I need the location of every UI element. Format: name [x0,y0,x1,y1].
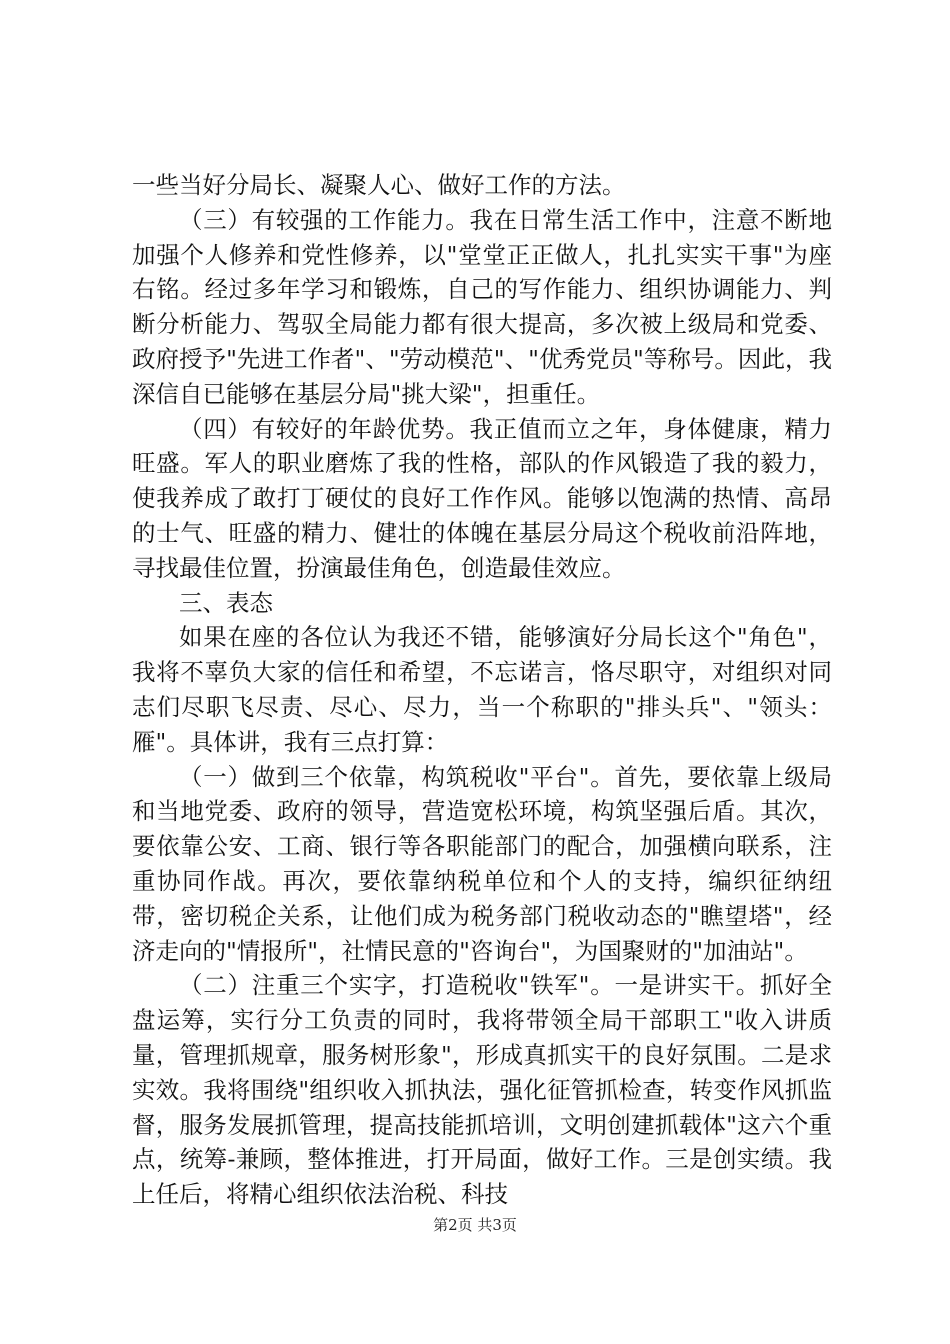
section-heading-statement: 三、表态 [179,588,273,617]
paragraph-work-ability: （三）有较强的工作能力。我在日常生活工作中，注意不断地加强个人修养和党性修养，以"堂堂正正做人，扎扎实实干事"为座右铭。经过多年学习和锻炼，自己的写作能力、组织协调能力、判断分析能力、驾驭全局能力都有很大提高，多次被上级局和党委、政府授予"先进工作者"、"劳动模范"、"优秀党员"等称号。因此，我深信自已能够在基层分局"挑大梁"，担重任。 [132,205,832,408]
paragraph-continuation: 一些当好分局长、凝聚人心、做好工作的方法。 [132,171,626,199]
page-footer: 第2页 共3页 [433,1216,517,1234]
paragraph-three-practical: （二）注重三个实字，打造税收"铁军"。一是讲实干。抓好全盘运筹，实行分工负责的同时，我将带领全局干部职工"收入讲质量，管理抓规章，服务树形象"，形成真抓实干的良好氛围。二是求实效。我将围绕"组织收入抓执法，强化征管抓检查，转变作风抓监督，服务发展抓管理，提高技能抓培训，文明创建抓载体"这六个重点，统筹-兼顾，整体推进，打开局面，做好工作。三是创实绩。我上任后，将精心组织依法治税、科技 [132,971,832,1209]
paragraph-statement-intro: 如果在座的各位认为我还不错，能够演好分局长这个"角色"，我将不辜负大家的信任和希望，不忘诺言，恪尽职守，对组织对同志们尽职飞尽责、尽心、尽力，当一个称职的"排头兵"、"领头：雁"。具体讲，我有三点打算： [132,623,832,756]
paragraph-age-advantage: （四）有较好的年龄优势。我正值而立之年，身体健康，精力旺盛。军人的职业磨炼了我的性格，部队的作风锻造了我的毅力，使我养成了敢打丁硬仗的良好工作作风。能够以饱满的热情、高昂的士气、旺盛的精力、健壮的体魄在基层分局这个税收前沿阵地，寻找最佳位置，扮演最佳角色，创造最佳效应。 [132,414,832,582]
paragraph-three-reliances: （一）做到三个依靠，构筑税收"平台"。首先，要依靠上级局和当地党委、政府的领导，营造宽松环境，构筑坚强后盾。其次，要依靠公安、工商、银行等各职能部门的配合，加强横向联系，注重协同作战。再次，要依靠纳税单位和个人的支持，编织征纳纽带，密切税企关系，让他们成为税务部门税收动态的"瞧望塔"，经济走向的"情报所"，社情民意的"咨询台"，为国聚财的"加油站"。 [132,762,832,965]
document-body [132,168,832,1212]
